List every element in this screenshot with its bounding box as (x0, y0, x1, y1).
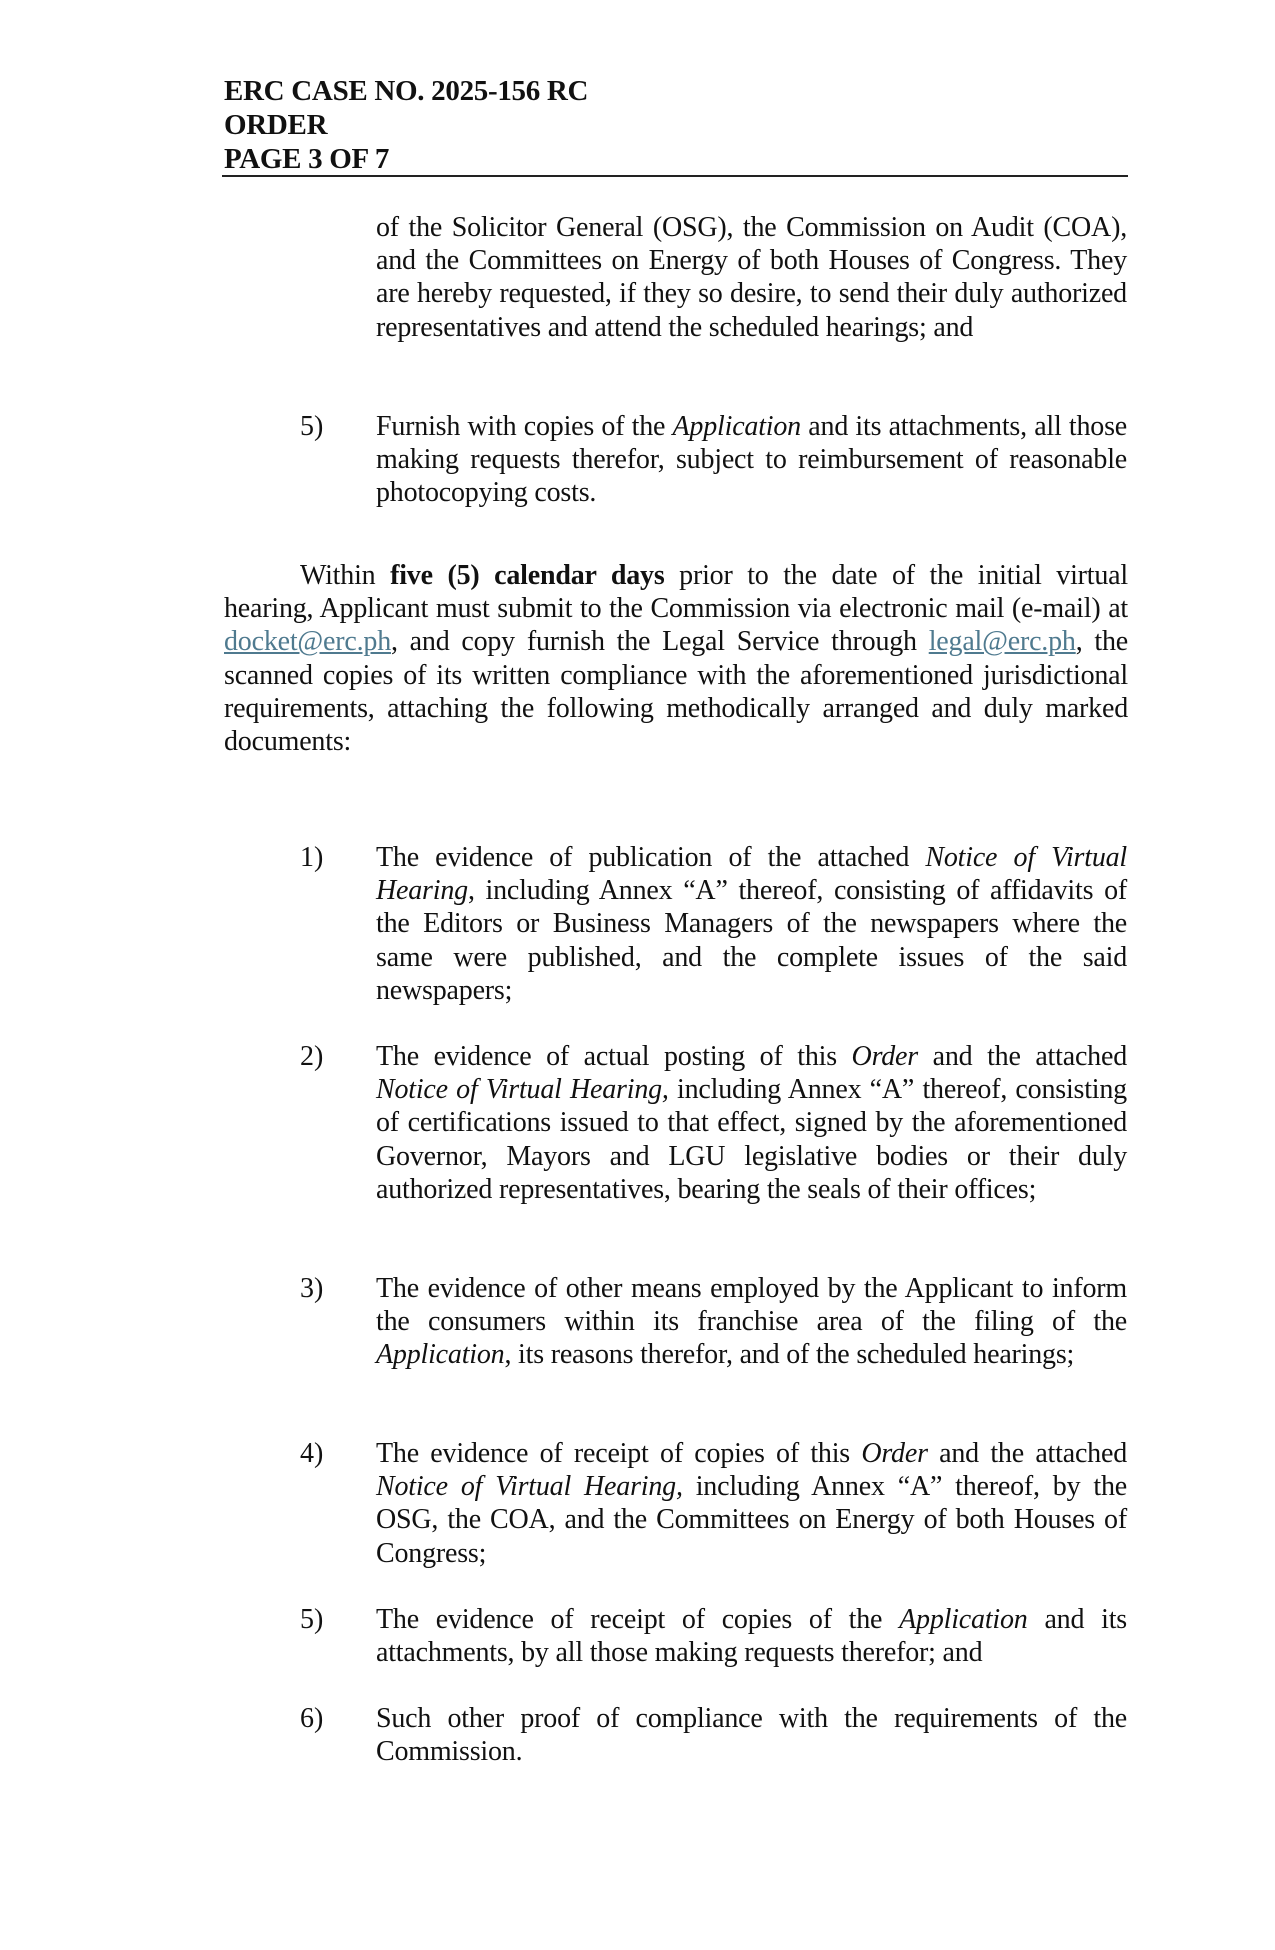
list-number: 2) (300, 1041, 324, 1072)
list-number: 5) (300, 411, 324, 442)
page-header (224, 74, 1128, 176)
case-number: ERC CASE NO. 2025-156 RC (224, 75, 589, 107)
list-number: 4) (300, 1438, 324, 1469)
list-item-furnish-copies: Furnish with copies of the Application and its attachments, all those making requests therefor, subject to reimbursement of reasonable photocopying costs. (376, 411, 1127, 509)
list-item: The evidence of publication of the attached Notice of Virtual Hearing, including Annex “A” thereof, consisting of affidavits of the Editors or Business Managers of the newspapers where the same were published, and the complete issues of the said newspapers; (376, 842, 1127, 1006)
list-item: The evidence of actual posting of this Order and the attached Notice of Virtual Hearing, including Annex “A” thereof, consisting of certifications issued to that effect, signed by the aforementioned Governor, Mayors and LGU legislative bodies or their duly authorized representatives, bearing the seals of their offices; (376, 1041, 1127, 1205)
list-number: 5) (300, 1604, 324, 1635)
list-item: Such other proof of compliance with the requirements of the Commission. (376, 1703, 1127, 1768)
emphasis-application: Application (672, 411, 801, 442)
compliance-paragraph: Within five (5) calendar days prior to the date of the initial virtual hearing, Applicant must submit to the Commission via electronic mail (e-mail) at docket@erc.ph, and copy furnish the Legal Service through legal@erc.ph, the scanned copies of its written compliance with the aforementioned jurisdictional requirements, attaching the following methodically arranged and duly marked documents: (224, 560, 1128, 758)
list-item: The evidence of receipt of copies of the Application and its attachments, by all those making requests therefor; and (376, 1604, 1127, 1669)
document-type: ORDER (224, 109, 328, 141)
list-number: 6) (300, 1703, 324, 1734)
docket-email-link[interactable]: docket@erc.ph (224, 626, 391, 658)
continued-item-text: of the Solicitor General (OSG), the Commission on Audit (COA), and the Committees on Energy of both Houses of Congress. They are hereby requested, if they so desire, to send their duly authorized representatives and attend the scheduled hearings; and (376, 212, 1127, 343)
page-indicator: PAGE 3 OF 7 (224, 143, 390, 175)
deadline-emphasis: five (5) calendar days (390, 560, 665, 591)
legal-email-link[interactable]: legal@erc.ph (928, 626, 1076, 658)
list-item: The evidence of receipt of copies of this Order and the attached Notice of Virtual Hearing, including Annex “A” thereof, by the OSG, the COA, and the Committees on Energy of both Houses of Congress; (376, 1438, 1127, 1569)
header-divider (222, 175, 1128, 177)
list-item: The evidence of other means employed by the Applicant to inform the consumers within its franchise area of the filing of the Application, its reasons therefor, and of the scheduled hearings; (376, 1273, 1127, 1371)
list-number: 3) (300, 1273, 324, 1304)
list-number: 1) (300, 842, 324, 873)
